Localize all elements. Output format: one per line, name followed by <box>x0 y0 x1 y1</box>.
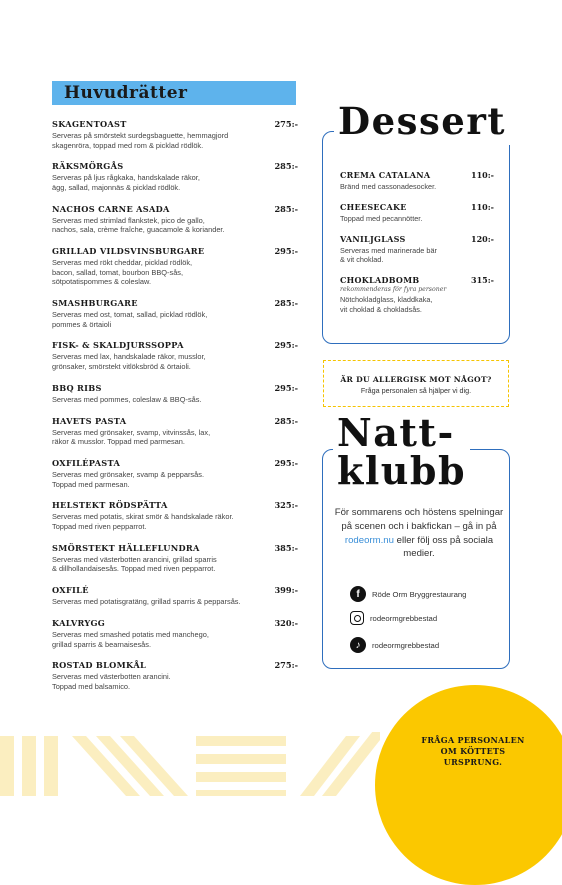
nightclub-heading <box>333 410 470 493</box>
nightclub-text-after: eller följ oss på sociala medier. <box>393 534 494 560</box>
menu-item-row <box>52 458 298 468</box>
menu-item <box>52 458 298 489</box>
menu-item <box>52 298 298 329</box>
menu-item-description: Serveras med rökt cheddar, picklad rödlök, bacon, sallad, tomat, bourbon BBQ-sås, sötpotatispommes & coleslaw. <box>52 258 193 287</box>
menu-item-price: 275:- <box>274 660 298 671</box>
meat-origin-line1: FRÅGA PERSONALEN <box>421 735 525 745</box>
mains-heading: Huvudrätter <box>64 83 188 103</box>
menu-item <box>52 340 298 371</box>
menu-item <box>52 585 298 607</box>
menu-item-price: 285:- <box>274 203 298 214</box>
menu-item-description: Serveras med strimlad flankstek, pico de gallo, nachos, sala, crème fraîche, guacamole & koriander. <box>52 215 225 235</box>
social-label: Röde Orm Bryggrestaurang <box>372 589 467 599</box>
menu-item-row <box>52 161 298 171</box>
menu-item-name: CHOKLADBOMB <box>340 275 420 286</box>
decorative-stripes <box>0 732 380 796</box>
yellow-circle <box>375 685 562 885</box>
menu-item-row <box>340 202 494 212</box>
menu-item-description: Serveras med grönsaker, svamp & pepparsås. Toppad med parmesan. <box>52 470 204 489</box>
menu-item-row <box>340 170 494 180</box>
menu-item-price: 295:- <box>274 458 298 468</box>
menu-item-row <box>52 660 298 670</box>
menu-item-row <box>340 234 494 244</box>
nightclub-heading-line2: klubb <box>337 448 467 493</box>
menu-item-row <box>52 618 298 628</box>
menu-item-description: Toppad med pecannötter. <box>340 213 423 223</box>
menu-item-description: Serveras med ost, tomat, sallad, picklad rödlök, pommes & örtaioli <box>52 310 208 329</box>
nightclub-text <box>333 506 505 561</box>
menu-item-row <box>52 340 298 350</box>
nightclub-text-before: För sommarens och höstens spelningar på scenen och i bakfickan – gå in på <box>334 507 504 532</box>
menu-item <box>52 161 298 192</box>
menu-item-description: Serveras med potatisgratäng, grillad sparris & pepparsås. <box>52 597 241 607</box>
menu-item-description: Serveras med västerbotten arancini, grillad sparris & dillhollandaisesås. Toppad med riven pepparrot. <box>52 554 217 574</box>
menu-item-name: OXFILÉPASTA <box>52 458 121 468</box>
menu-item-name: SKAGENTOAST <box>52 119 127 129</box>
menu-item-row <box>52 543 298 553</box>
menu-item-name: ROSTAD BLOMKÅL <box>52 660 147 671</box>
menu-item-price: 385:- <box>274 542 298 553</box>
menu-item-row <box>52 383 298 393</box>
menu-item-description: Serveras med västerbotten arancini. Toppad med balsamico. <box>52 672 171 691</box>
menu-item-row <box>52 416 298 426</box>
social-tiktok[interactable] <box>350 637 439 653</box>
menu-item-name: RÄKSMÖRGÅS <box>52 161 124 172</box>
menu-item <box>52 660 298 691</box>
menu-item-name: CHEESECAKE <box>340 201 407 212</box>
menu-item <box>52 383 298 405</box>
social-label: rodeormgrebbestad <box>372 640 440 650</box>
menu-item-price: 399:- <box>274 585 298 596</box>
mains-heading-bar <box>52 81 296 105</box>
social-facebook[interactable] <box>350 586 466 602</box>
menu-item-price: 295:- <box>274 340 298 351</box>
menu-item-price: 295:- <box>274 382 298 393</box>
menu-item-price: 275:- <box>274 119 298 129</box>
facebook-icon: f <box>350 586 366 602</box>
menu-item-description: Bränd med cassonadesocker. <box>340 182 437 191</box>
menu-item-description: Serveras med pommes, coleslaw & BBQ-sås. <box>52 394 202 404</box>
dessert-heading: Dessert <box>334 97 510 145</box>
menu-item-row <box>52 298 298 308</box>
meat-origin-line2: OM KÖTTETS <box>440 746 506 756</box>
menu-item-name: OXFILÉ <box>52 585 89 596</box>
menu-item-name: SMÖRSTEKT HÄLLEFLUNDRA <box>52 542 200 553</box>
menu-item <box>52 416 298 447</box>
social-label: rodeormgrebbestad <box>370 613 438 623</box>
menu-item <box>52 246 298 287</box>
menu-item <box>52 204 298 235</box>
menu-item-row <box>52 500 298 510</box>
social-instagram[interactable] <box>350 611 437 625</box>
menu-item-row <box>52 246 298 256</box>
menu-item-price: 110:- <box>471 201 494 212</box>
menu-item-description: Serveras med grönsaker, svamp, vitvinssås, lax, räkor & musslor. Toppad med parmesan. <box>52 427 211 447</box>
dessert-list <box>340 170 494 324</box>
menu-item <box>52 119 298 150</box>
menu-item-description: Serveras med potatis, skirat smör & handskalade räkor. Toppad med riven pepparrot. <box>52 512 234 531</box>
menu-item-name: VANILJGLASS <box>340 233 406 244</box>
menu-item-name: NACHOS CARNE ASADA <box>52 203 170 214</box>
menu-item-name: SMASHBURGARE <box>52 298 138 309</box>
menu-item-name: KALVRYGG <box>52 617 106 628</box>
allergy-subtitle: Fråga personalen så hjälper vi dig. <box>360 386 472 395</box>
menu-item-row <box>52 585 298 595</box>
menu-item <box>52 543 298 574</box>
menu-item-name: CREMA CATALANA <box>340 170 431 180</box>
menu-item-price: 285:- <box>274 298 298 309</box>
menu-item <box>52 500 298 531</box>
menu-item-price: 110:- <box>471 170 494 180</box>
menu-item-description: Nötchokladglass, kladdkaka, vit choklad & chokladsås. <box>340 295 433 314</box>
menu-item <box>340 234 494 265</box>
menu-item <box>340 202 494 223</box>
menu-item-price: 285:- <box>274 415 298 426</box>
menu-item-price: 325:- <box>274 500 298 511</box>
menu-item-row <box>52 204 298 214</box>
menu-item-row <box>340 275 494 285</box>
website-link[interactable]: rodeorm.nu <box>344 534 394 546</box>
menu-item-name: GRILLAD VILDSVINSBURGARE <box>52 246 205 257</box>
menu-item-name: BBQ RIBS <box>52 382 102 393</box>
menu-item-price: 285:- <box>274 161 298 172</box>
menu-item-description: Serveras med lax, handskalade räkor, musslor, grönsaker, smörstekt vitlöksbröd & örtaioli. <box>52 352 206 372</box>
nightclub-heading-line1: Natt- <box>337 410 455 455</box>
menu-item <box>340 170 494 191</box>
menu-item-description: Serveras på smörstekt surdegsbaguette, hemmagjord skagenröra, toppad med rom & picklad rödlök. <box>52 131 229 150</box>
menu-item-description: Serveras på ljus rågkaka, handskalade räkor, ägg, sallad, majonnäs & picklad rödlök. <box>52 173 200 192</box>
menu-item-name: FISK- & SKALDJURSSOPPA <box>52 340 184 351</box>
menu-item-price: 315:- <box>471 275 494 286</box>
menu-item-price: 320:- <box>274 617 298 628</box>
allergy-notice <box>323 360 509 407</box>
menu-item-description: Serveras med smashed potatis med manchego, grillad sparris & bearnaisesås. <box>52 629 209 649</box>
meat-origin-notice <box>398 735 548 768</box>
mains-list <box>52 119 298 703</box>
menu-item-name: HAVETS PASTA <box>52 415 127 426</box>
allergy-title: ÄR DU ALLERGISK MOT NÅGOT? <box>340 375 492 384</box>
menu-item <box>340 275 494 314</box>
menu-item-description: Serveras med marinerade bär & vit choklad. <box>340 245 437 265</box>
menu-item-note: rekommenderas för fyra personer <box>340 286 447 294</box>
menu-item-name: HELSTEKT RÖDSPÄTTA <box>52 500 168 511</box>
menu-item-row <box>52 119 298 129</box>
menu-item <box>52 618 298 649</box>
meat-origin-line3: URSPRUNG. <box>443 757 503 767</box>
menu-item-price: 295:- <box>274 246 298 257</box>
menu-item-price: 120:- <box>471 233 494 244</box>
tiktok-icon: ♪ <box>350 637 366 653</box>
instagram-icon <box>350 611 364 625</box>
